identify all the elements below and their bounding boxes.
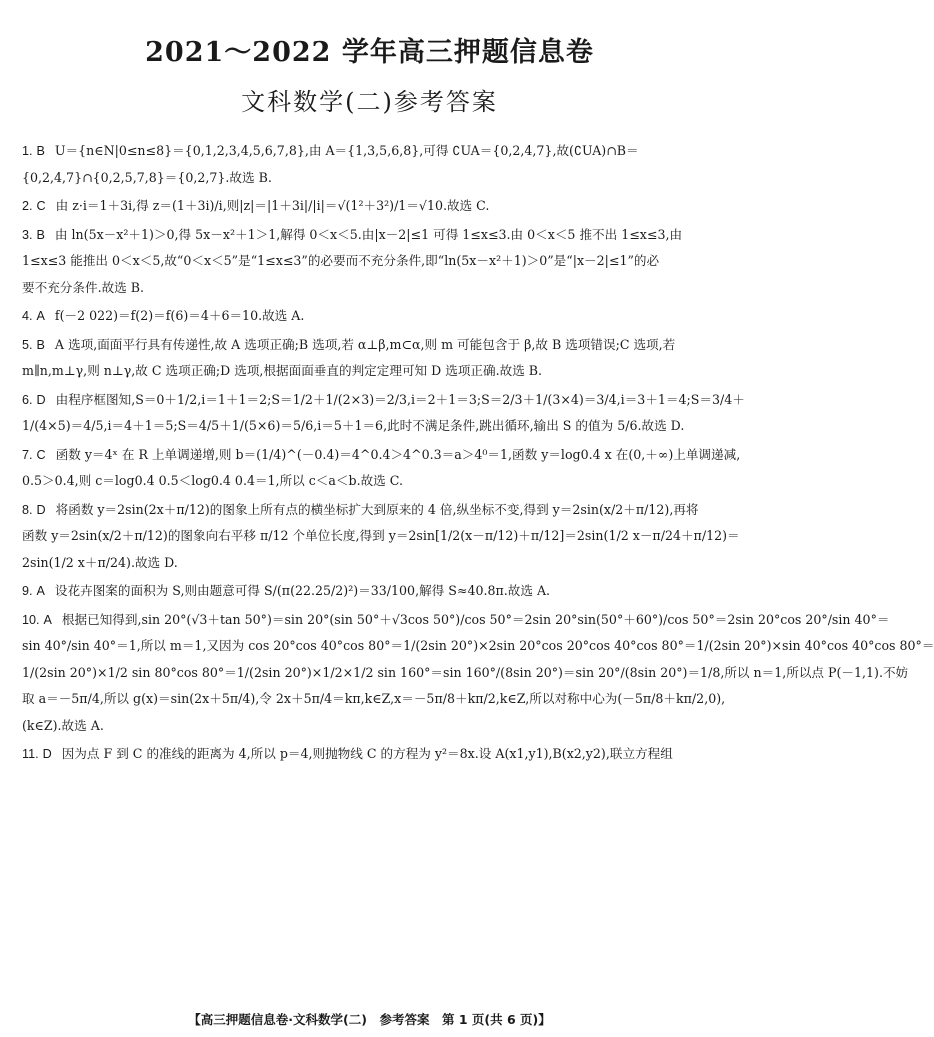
answer-item-8: 8. D 将函数 y＝2sin(2x＋π/12)的图象上所有点的横坐标扩大到原来的 4 倍,纵坐标不变,得到 y＝2sin(x/2＋π/12),再将 函数 y＝2sin(x/2＋π/12)的图象向右平移 π/12 个单位长度,得到 y＝2sin[1/2(x－π/12)＋π/12]＝2sin(1/2 x－π/24＋π/12)＝ 2sin(1/2 x＋π/24).故选 D.	[22, 501, 740, 570]
answer-item-9: 9. A 设花卉图案的面积为 S,则由题意可得 S/(π(22.25/2)²)＝33/100,解得 S≈40.8π.故选 A.	[22, 583, 551, 598]
answer-item-11: 11. D 因为点 F 到 C 的准线的距离为 4,所以 p＝4,则抛物线 C 的方程为 y²＝8x.设 A(x1,y1),B(x2,y2),联立方程组	[22, 746, 673, 761]
answer-item-5: 5. B A 选项,面面平行具有传递性,故 A 选项正确;B 选项,若 α⊥β,m⊂α,则 m 可能包含于 β,故 B 选项错误;C 选项,若 m∥n,m⊥γ,则 n⊥γ,故 C 选项正确;D 选项,根据面面垂直的判定定理可知 D 选项正确.故选 B.	[22, 336, 676, 378]
answer-item-6: 6. D 由程序框图知,S＝0＋1/2,i＝1＋1＝2;S＝1/2＋1/(2×3)＝2/3,i＝2＋1＝3;S＝2/3＋1/(3×4)＝3/4,i＝3＋1＝4;S＝3/4＋ 1/(4×5)＝4/5,i＝4＋1＝5;S＝4/5＋1/(5×6)＝5/6,i＝5＋1＝6,此时不满足条件,跳出循环,输出 S 的值为 5/6.故选 D.	[22, 391, 745, 433]
answer-item-3: 3. B 由 ln(5x－x²＋1)＞0,得 5x－x²＋1＞1,解得 0＜x＜5.由|x－2|≤1 可得 1≤x≤3.由 0＜x＜5 推不出 1≤x≤3,由 1≤x≤3 能推出 0＜x＜5,故“0＜x＜5”是“1≤x≤3”的必要而不充分条件,即“ln(5x－x²＋1)＞0”是“|x－2|≤1”的必 要不充分条件.故选 B.	[22, 226, 683, 295]
document-subtitle: 文科数学(二)参考答案	[241, 88, 498, 116]
page-footer: 【高三押题信息卷·文科数学(二) 参考答案 第 1 页(共 6 页)】	[188, 1012, 551, 1027]
document-title: 2021～2022 学年高三押题信息卷	[145, 37, 594, 68]
answer-item-7: 7. C 函数 y＝4ˣ 在 R 上单调递增,则 b＝(1/4)^(－0.4)＝4^0.4＞4^0.3＝a＞4⁰＝1,函数 y＝log0.4 x 在(0,＋∞)上单调递减, 0.5＞0.4,则 c＝log0.4 0.5＜log0.4 0.4＝1,所以 c＜a＜b.故选 C.	[22, 446, 741, 488]
answer-item-10: 10. A 根据已知得到,sin 20°(√3＋tan 50°)＝sin 20°(sin 50°＋√3cos 50°)/cos 50°＝2sin 20°sin(50°＋60°)/cos 50°＝2sin 20°cos 20°/sin 40°＝ sin 40°/sin 40°＝1,所以 m＝1,又因为 cos 20°cos 40°cos 80°＝1/(2sin 20°)×2sin 20°cos 20°cos 40°cos 80°＝1/(2sin 20°)×sin 40°cos 40°cos 80°＝ 1/(2sin 20°)×1/2 sin 80°cos 80°＝1/(2sin 20°)×1/2×1/2 sin 160°＝sin 160°/(8sin 20°)＝sin 20°/(8sin 20°)＝1/8,所以 n＝1,所以点 P(－1,1).不妨 取 a＝－5π/4,所以 g(x)＝sin(2x＋5π/4),令 2x＋5π/4＝kπ,k∈Z,x＝－5π/8＋kπ/2,k∈Z,所以对称中心为(－5π/8＋kπ/2,0), (k∈Z).故选 A.	[22, 611, 934, 733]
answer-list	[22, 138, 934, 770]
answer-item-2: 2. C 由 z·i＝1＋3i,得 z＝(1＋3i)/i,则|z|＝|1＋3i|/|i|＝√(1²＋3²)/1＝√10.故选 C.	[22, 198, 490, 213]
answer-item-4: 4. A f(－2 022)＝f(2)＝f(6)＝4＋6＝10.故选 A.	[22, 308, 305, 323]
answer-item-1: 1. B U＝{n∈N|0≤n≤8}＝{0,1,2,3,4,5,6,7,8},由 A＝{1,3,5,6,8},可得 ∁UA＝{0,2,4,7},故(∁UA)∩B＝ {0,2,4,7}∩{0,2,5,7,8}＝{0,2,7}.故选 B.	[22, 143, 639, 185]
